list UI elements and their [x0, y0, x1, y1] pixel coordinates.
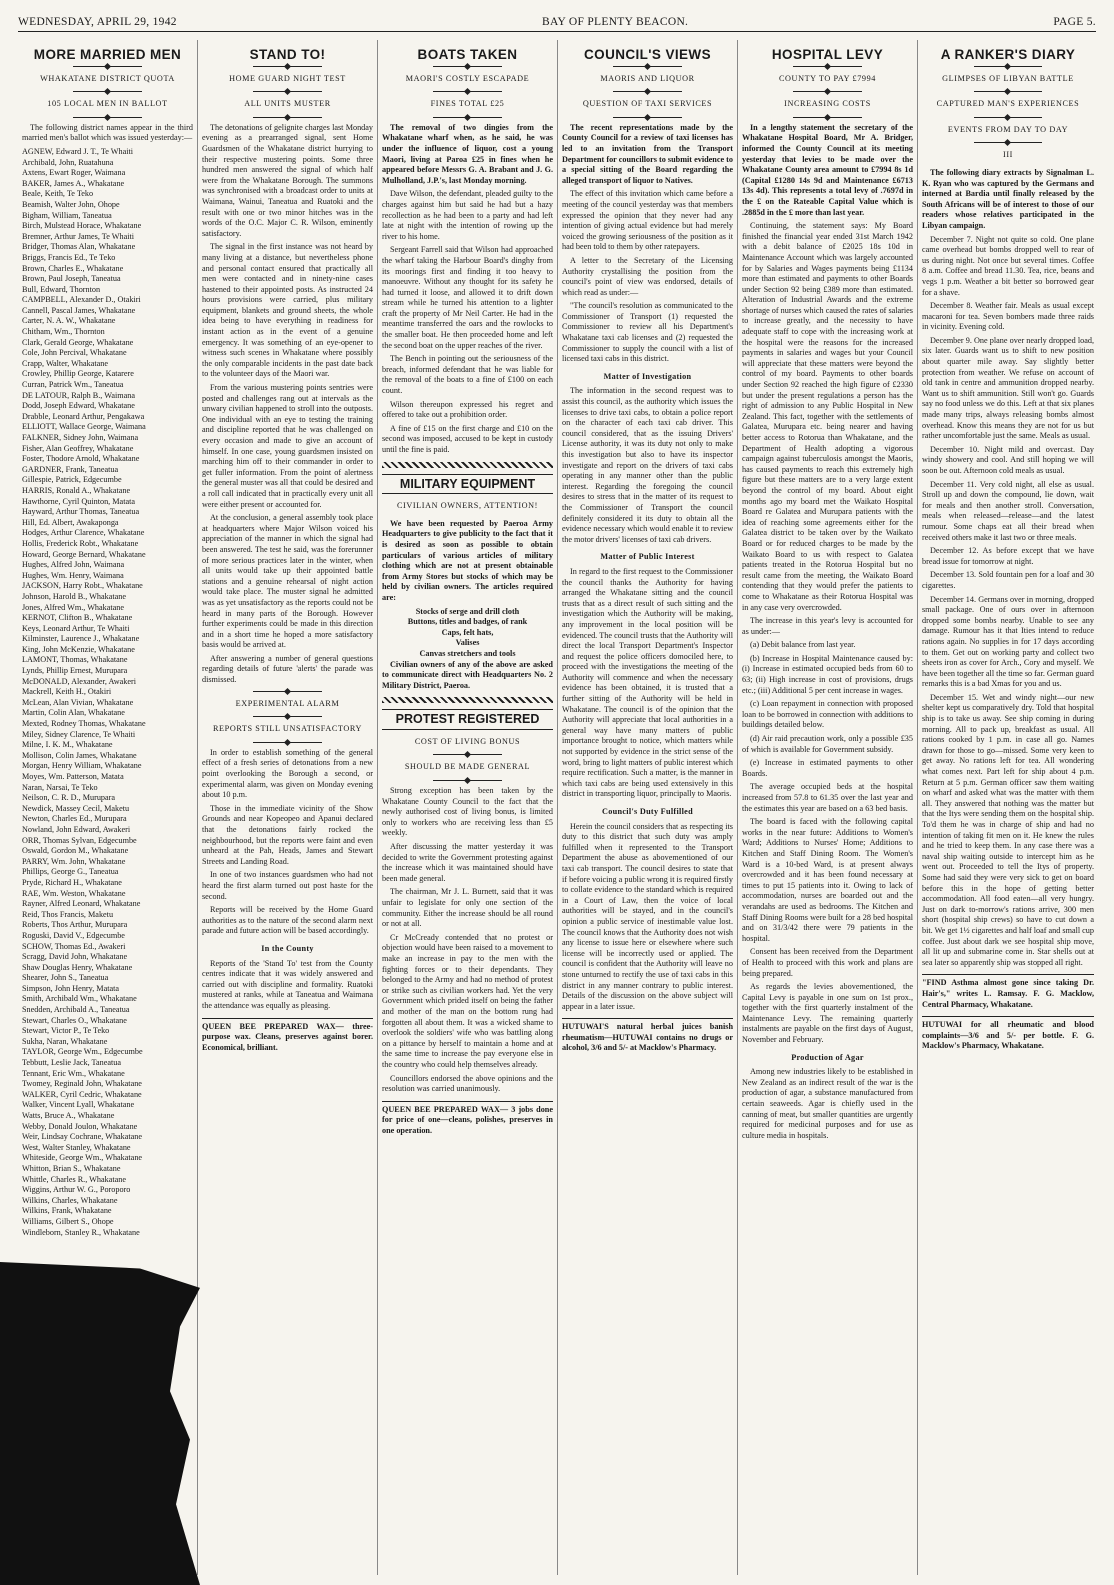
ballot-name: Oswald, Gordon M., Whakatane: [22, 846, 129, 856]
subhead: 105 LOCAL MEN IN BALLOT: [47, 99, 168, 109]
ballot-name: BAKER, James A., Whakatane: [22, 178, 125, 188]
page-number: PAGE 5.: [1053, 16, 1096, 28]
ballot-name: Foster, Thodore Arnold, Whakatane: [22, 454, 140, 464]
divider: [613, 66, 681, 67]
paragraph: A letter to the Secretary of the Licensing Authority crystallising the position from the council's point of view was endorsed, details of which read as under:—: [562, 255, 733, 297]
ballot-name: DE LATOUR, Ralph B., Waimana: [22, 390, 135, 400]
ballot-name: Williams, Gilbert S., Ohope: [22, 1216, 114, 1226]
lede-paragraph: The removal of two dingies from the Whakatane wharf when, as he said, he was under the influence of liquor, cost a young Maori, living at Paroa £25 in fines when he appeared before Messrs G. A. Brabant and J. G. Mulholland, J.P.'s, last Monday morning.: [382, 122, 553, 185]
paragraph: After answering a number of general questions regarding details of future 'alerts' the parade was dismissed.: [202, 653, 373, 685]
subhead: HOME GUARD NIGHT TEST: [229, 73, 346, 83]
divider: [433, 754, 501, 755]
divider: [253, 742, 321, 743]
subhead: REPORTS STILL UNSATISFACTORY: [213, 724, 362, 734]
ballot-name: McDONALD, Alexander, Awakeri: [22, 676, 136, 686]
paragraph: Strong exception has been taken by the Whakatane County Council to the fact that the newly authorised cost of living bonus, is limited only to workers who are receiving less than £5 weekly.: [382, 786, 553, 838]
ornamental-divider: [382, 462, 553, 468]
ballot-name: Tennant, Eric Wm., Whakatane: [22, 1068, 125, 1078]
divider: [253, 716, 321, 717]
ballot-name: Moyes, Wm. Patterson, Matata: [22, 772, 124, 781]
paragraph: (b) Increase in Hospital Maintenance caused by: (i) Increase in estimated occupied beds from 60 to 63; (ii) High increase in cost of provisions, drugs etc.; (iii) Additional 5 per cent increase in wages.: [742, 653, 913, 695]
diary-entry: December 12. As before except that we have bread issue for tomorrow at night.: [922, 546, 1094, 566]
ballot-name: JACKSON, Harry Robt., Whakatane: [22, 581, 143, 591]
ballot-name: Hughes, Wm. Henry, Waimana: [22, 570, 124, 580]
diary-entry: December 11. Very cold night, all else as usual. Stroll up and down the compound, lie down, wait for meals and then another stroll. Conversation, meals when released—release—and the latest rumour. Some chaps eat all their bread when received others make it last two or three meals.: [922, 479, 1094, 542]
section-title: Matter of Public Interest: [600, 552, 695, 562]
ballot-name: ELLIOTT, Wallace George, Waimana: [22, 422, 146, 432]
subhead: SHOULD BE MADE GENERAL: [404, 762, 531, 772]
subhead: COST OF LIVING BONUS: [414, 736, 521, 746]
ballot-name: Hughes, Alfred John, Waimana: [22, 560, 125, 570]
part-number: III: [1003, 150, 1013, 160]
ballot-name: Carter, N. A. W., Whakatane: [22, 316, 116, 326]
ballot-name: Newton, Charles Ed., Murupara: [22, 814, 127, 824]
ballot-name: West, Walter Stanley, Whakatane: [22, 1142, 131, 1152]
required-items-list: [382, 607, 553, 660]
paragraph: (e) Increase in estimated payments to other Boards.: [742, 758, 913, 778]
ballot-name: Lynds, Phillip Ernest, Murupara: [22, 666, 128, 676]
paragraph: Sergeant Farrell said that Wilson had approached the wharf taking the Harbour Board's dinghy from its moorings first and finding it too heavy to manoeuvre. Without any thought for its safety he had turned it loose, and allowed it to drift down stream while he turned his attention to a lighter craft the property of Mr Neil Carter. He had in the meantime transferred the oars and the rowlocks to the smaller boat. He then proceeded home and left the second boat on the upper reaches of the river.: [382, 245, 553, 350]
ballot-name: Cannell, Pascal James, Whakatane: [22, 305, 136, 315]
ballot-name: Wilkins, Charles, Whakatane: [22, 1195, 118, 1205]
ballot-name: Roberts, Thos Arthur, Murupara: [22, 920, 128, 930]
paper-name: BAY OF PLENTY BEACON.: [542, 16, 689, 28]
divider: [73, 66, 141, 67]
ballot-name: Webby, Donald Joulon, Whakatane: [22, 1121, 138, 1131]
ballot-name: Hawthorne, Cyril Quinton, Matata: [22, 496, 136, 506]
lede-paragraph: The following diary extracts by Signalman L. K. Ryan who was captured by the Germans and interned at Bardia until finally released by the South Africans will be of interest to those of our readers whose relatives participated in the Libyan campaign.: [922, 167, 1094, 230]
ballot-name: Whiteside, George Wm., Whakatane: [22, 1153, 143, 1163]
list-item: Canvas stretchers and tools: [419, 648, 516, 658]
ballot-name: Brown, Charles E., Whakatane: [22, 263, 124, 273]
column-rankers-diary: [918, 40, 1098, 1575]
subhead: QUESTION OF TAXI SERVICES: [582, 99, 713, 109]
advertisement: QUEEN BEE PREPARED WAX— 3 jobs done for price of one—cleans, polishes, preserves in one operation.: [382, 1101, 553, 1137]
columns: [18, 40, 1100, 1575]
ballot-name: Birch, Mulstead Horace, Whakatane: [22, 221, 142, 231]
ballot-name: TAYLOR, George Wm., Edgecumbe: [22, 1047, 143, 1057]
ballot-name: Archibald, John, Ruatahuna: [22, 157, 114, 167]
ballot-name: Brown, Paul Joseph, Taneatua: [22, 274, 121, 284]
ballot-name: Tebbutt, Leslie Jack, Taneatua: [22, 1058, 121, 1068]
ballot-name: Keys, Leonard Arthur, Te Whaiti: [22, 623, 130, 633]
headline-stand-to: STAND TO!: [249, 47, 326, 62]
headline-married-men: MORE MARRIED MEN: [33, 47, 182, 62]
ballot-name: WALKER, Cyril Cedric, Whakatane: [22, 1089, 142, 1099]
divider: [974, 142, 1043, 143]
ballot-name: Sukha, Naran, Whakatane: [22, 1036, 108, 1046]
divider: [253, 91, 321, 92]
ballot-names-list: [22, 147, 193, 1238]
intro-paragraph: The following district names appear in the third married men's ballot which was issued yesterday:—: [22, 122, 193, 143]
divider: [793, 66, 861, 67]
paragraph: Those in the immediate vicinity of the Show Grounds and near Kopeopeo and Apanui declared that the detonations fairly rocked the neighbourhood, but the reports were faint and even unheard at the Pah, Heads, James and Stewart Streets and Landing Road.: [202, 803, 373, 866]
ballot-name: Twomey, Reginald John, Whakatane: [22, 1079, 142, 1089]
paragraph: The detonations of gelignite charges last Monday evening as a prearranged signal, sent Home Guardsmen of the Whakatane district hurrying to their respective mustering points. Some three hundred men answered the signal of which half were from the Whakatane Borough. The summons was synchronised with a broadcast order to units at Waimana, Wainui, Taneatua and Ruatoki and the result with one or two minor hitches was in the words of the O.C. Major C. R. Wilson, eminently satisfactory.: [202, 122, 373, 238]
lede-paragraph: In a lengthy statement the secretary of the Whakatane Hospital Board, Mr A. Bridger, informed the County Council at its meeting yesterday that levies to be made over the Whakatane County area amount to £7994 8s 1d (Capital £1280 14s 9d and Maintenance £6713 13s 4d). This represents a total levy of .7697d in the £ on the Rateable Capital Value which is .2885d in the £ more than last year.: [742, 122, 913, 217]
ballot-name: Walker, Vincent Lyall, Whakatane: [22, 1100, 135, 1110]
paragraph: The increase in this year's levy is accounted for as under:—: [742, 616, 913, 636]
ballot-name: Crowley, Phillip George, Katarere: [22, 369, 134, 379]
subhead: EVENTS FROM DAY TO DAY: [947, 124, 1069, 134]
headline-boats-taken: BOATS TAKEN: [417, 47, 518, 62]
ballot-name: Simpson, John Henry, Matata: [22, 983, 120, 993]
subhead: FINES TOTAL £25: [430, 99, 505, 109]
ballot-name: Nowland, John Edward, Awakeri: [22, 824, 131, 834]
paragraph: The Bench in pointing out the seriousness of the breach, informed defendant that he was liable for the removal of the boats to a fine of £100 on each count.: [382, 354, 553, 396]
paragraph: Dave Wilson, the defendant, pleaded guilty to the charges against him but said he had but a hazy recollection as he had been to a party and had left late at night with the intention of rowing up the river to his home.: [382, 189, 553, 241]
paragraph: From the various mustering points sentries were posted and challenges rang out at intervals as the unwary civilian happened to stroll into the outposts. One individual with an eye to testing the training and discipline reported that he was challenged on every occasion and made to give an account of himself. In one case, young guardsmen insisted on marching him off to their commander in order to get fuller information. From the point of alertness the general muster was all that could be desired and a roll call indicated that in practically every unit all were either present or accounted for.: [202, 383, 373, 509]
ballot-name: Curran, Patrick Wm., Taneatua: [22, 380, 124, 390]
ballot-name: Chitham, Wm., Thornton: [22, 327, 105, 337]
masthead: [18, 6, 1096, 32]
paragraph: Herein the council considers that as respecting its duty to this district that such duty was amply fulfilled when it represented to the Transport Department the abuse as abovementioned of our taxi cab transport. The council desires to state that if before voicing a public wrong it is required firstly to collate evidence to the standard which is required in a Court of Law, then the voice of local authorities will be stayed, and in the council's opinion a public service of inestimable value lost. The council knows that the Authority does not wish any license to issue here or elsewhere where such license will be incorrectly used or applied. The council is confident that the Authority will leave no stone unturned to rectify the use of taxi cabs in this district in any manner contrary to public interest. Details of the discussion on the above subject will appear in a later issue.: [562, 821, 733, 1011]
ballot-name: PARRY, Wm. John, Whakatane: [22, 856, 126, 866]
ballot-name: Windleborn, Stanley R., Whakatane: [22, 1227, 140, 1237]
section-title: Production of Agar: [791, 1052, 864, 1062]
ballot-name: Stewart, Victor P., Te Teko: [22, 1026, 110, 1036]
ballot-name: Beale, Keith, Te Teko: [22, 189, 94, 199]
ballot-name: Martin, Colin Alan, Whakatane: [22, 708, 125, 718]
subhead: CAPTURED MAN'S EXPERIENCES: [936, 99, 1080, 109]
paragraph: We have been requested by Paeroa Army Headquarters to give publicity to the fact that it is desired as soon as possible to obtain particulars of various articles of military clothing which are not at present obtainable from Army Stores but stocks of which may be held by civilian owners. The articles required are:: [382, 518, 553, 602]
ballot-name: Hill, Ed. Albert, Awakaponga: [22, 517, 119, 527]
headline-hospital-levy: HOSPITAL LEVY: [771, 47, 884, 62]
diary-entry: December 8. Weather fair. Meals as usual except macaroni for tea. Seven bombers made three raids in vicinity. Evening cold.: [922, 301, 1094, 332]
paragraph: The chairman, Mr J. L. Burnett, said that it was unfair to legislate for only one section of the community. Either the increase should be all round or not at all.: [382, 887, 553, 929]
subhead: GLIMPSES OF LIBYAN BATTLE: [942, 73, 1074, 83]
headline-military-equipment: MILITARY EQUIPMENT: [382, 474, 553, 495]
headline-protest-registered: PROTEST REGISTERED: [382, 709, 553, 730]
ballot-name: Shearer, John S., Taneatua: [22, 973, 109, 983]
headline-councils-views: COUNCIL'S VIEWS: [584, 47, 711, 62]
ballot-name: Howard, George Bernard, Whakatane: [22, 549, 146, 559]
torn-page-damage: [0, 1262, 200, 1585]
paragraph: In order to establish something of the general effect of a fresh series of detonations from a new point overlooking the Borough a second, or experimental alarm, was given on Monday evening about 10 p.m.: [202, 747, 373, 800]
ballot-name: Snedden, Archibald A., Taneatua: [22, 1005, 130, 1015]
ballot-name: Watts, Bruce A., Whakatane: [22, 1111, 115, 1120]
ballot-name: Bull, Edward, Thornton: [22, 284, 101, 294]
list-item: Buttons, titles and badges, of rank: [407, 617, 528, 627]
paragraph: Reports of the 'Stand To' test from the County centres indicate that it was widely answered and carried out with discipline and formality. Ruatoki mustered at ranks, while at Taneatua and Waimana the attendance was equally as pleasing.: [202, 958, 373, 1010]
divider: [974, 117, 1043, 118]
ballot-name: Reid, Thos Francis, Maketu: [22, 909, 114, 919]
paragraph: A fine of £15 on the first charge and £10 on the second was imposed, accused to be kept in custody until the fine is paid.: [382, 423, 553, 454]
paragraph: In regard to the first request to the Commissioner the council thanks the Authority for having arranged the Whakatane sitting and the council trusts that as a direct result of such sitting and the investigation which the Authority will be making, any improvement in the local position will be evidenced. The council trusts that the Authority will direct the local Transport Department's Inspector and request the police officers domociled here, to proceed with the investigations the meeting of the Authority will commence and when the necessary evidence has been obtained, it is trusted that a further sitting of the Authority will be held in Whakatane. The council is of the opinion that the Authority will appreciate that local authorities in a general way have many matters of public importance brought to notice, which matters while not supported by evidence in the strict sense of the word, bring to light matters of public interest which require rectification. Such a matter, is the manner in which taxi cabs are being used extensively in this district in transporting liquor, principally to Maoris.: [562, 566, 733, 799]
section-title: EXPERIMENTAL ALARM: [235, 698, 340, 708]
divider: [613, 91, 681, 92]
ballot-name: Fisher, Alan Geoffrey, Whakatane: [22, 443, 134, 453]
paragraph: Consent has been received from the Department of Health to proceed with this work and plans are being prepared.: [742, 947, 913, 978]
paragraph: The effect of this invitation which came before a meeting of the council yesterday was that members expressed the opinion that they never had any intention of giving actual evidence but had merely voiced the growing seriousness of the position as it had been told to them by other ratepayers.: [562, 189, 733, 252]
ballot-name: Briggs, Francis Ed., Te Teko: [22, 252, 116, 262]
paragraph: The signal in the first instance was not heard by many living at a distance, but nevertheless phone and personal contact ensured that practically all men were contacted and in ninety-nine cases hastened to their appointed posts. As instructed 24 hours provisions were carried, plus military equipment, blankets and ground sheets, the whole idea being to have everything in readiness for instant action as in the event of a genuine emergency. It was something of an eye-opener to witness such scenes in Whakatane where possibly the only comparable incidents in the past date back to the volunteer days of the Maori war.: [202, 242, 373, 379]
divider: [73, 117, 141, 118]
ballot-name: Axtens, Ewart Roger, Waimana: [22, 168, 126, 178]
paragraph: The average occupied beds at the hospital increased from 57.8 to 61.35 over the last year and the estimates this year are based on a 63 bed basis.: [742, 782, 913, 813]
ballot-name: Jones, Alfred Wm., Whakatane: [22, 602, 125, 612]
ballot-name: Gillespie, Patrick, Edgecumbe: [22, 475, 122, 485]
ballot-name: Beamish, Walter John, Ohope: [22, 199, 120, 209]
paragraph: Cr McCready contended that no protest or objection would have been raised to a movement to make an increase in pay to the men with the fighting forces or to their dependants. They belonged to the Army and had no method of protest or strike such as civilian workers had. Yet the very Government which prided itself on being the father and mother of the man on the bottom rung had forgotten all about them. It was a wicked shame to overlook the soldiers' wife who was battling along on a pittance by herself to maintain a home and at the same time to increase the pay everyone else in the country who could help themselves already.: [382, 932, 553, 1069]
ballot-name: Kilminster, Laurence J., Whakatane: [22, 634, 140, 644]
column-stand-to: [198, 40, 378, 1575]
issue-date: WEDNESDAY, APRIL 29, 1942: [18, 16, 177, 28]
paragraph: In one of two instances guardsmen who had not heard the first alarm turned out post haste for the second.: [202, 870, 373, 901]
ballot-name: AGNEW, Edward J. T., Te Whaiti: [22, 146, 134, 156]
ballot-name: Mexted, Rodney Thomas, Whakatane: [22, 719, 146, 729]
paragraph: Continuing, the statement says: My Board finished the financial year ended 31st March 1942 with a debit balance of £2025 18s 10d in Maintenance Account which was largely accounted for by Salaries and Wages payments being £1134 more than estimated and payments to other Boards under Section 92 being £389 more than estimated. Alteration of Industrial Awards and the extreme shortage of nurses which caused the rates of salaries to increase greatly, and the necessity to have adequate staff to cope with the increasing work at the hospital were the reasons for the increased payments in salaries and wages but your Council will appreciate that these matters were beyond the control of my board. Payments to other boards under Section 92 reached the high figure of £2330 but under the present regulations a person has the right of admission to any Public Hospital in New Zealand. This fact, together with the settlements of Galatea, Murupara etc. being nearer and having better access to Rotorua than Whakatane, and the Department of Health adopting a vigorous campaign against tuberculosis amongst the Maoris, has caused payments to reach this extremely high figure but these matters are to a very large extent beyond the control of my board. About eight months ago my board met the Waikato Hospital Board re Galatea and Murupara patients with the idea of reaching some agreements either for the Galatea district to be taken over by the Waikato Board or for reduced charges to be made by the Waikato Board to us with respect to Galatea patients treated in the Rotorua Hospital but no result came from the meeting, the Waikato Board contending that they would prefer the patients to come to Whakatane as their Rotorua Hospital was in any case very overcrowded.: [742, 221, 913, 612]
divider: [253, 117, 321, 118]
subhead: ALL UNITS MUSTER: [244, 99, 331, 109]
ballot-name: Bigham, William, Taneatua: [22, 210, 112, 220]
divider: [73, 91, 141, 92]
ballot-name: HARRIS, Ronald A., Whakatane: [22, 485, 131, 495]
ballot-name: LAMONT, Thomas, Whakatane: [22, 655, 128, 665]
subhead: INCREASING COSTS: [784, 99, 871, 109]
ballot-name: FALKNER, Sidney John, Waimana: [22, 433, 139, 442]
ballot-name: Neilson, C. R. D., Murupara: [22, 793, 116, 803]
paragraph: After discussing the matter yesterday it was decided to write the Government protesting against the increase which it was maintained should have been made general.: [382, 842, 553, 883]
advertisement: "FIND Asthma almost gone since taking Dr. Hair's," writes L. Ramsay. F. G. Macklow, Central Pharmacy, Whakatane.: [922, 974, 1094, 1010]
ballot-name: Morgan, Henry William, Whakatane: [22, 761, 142, 771]
ballot-name: Phillips, George G., Taneatua: [22, 867, 119, 877]
list-item: Caps, felt hats,: [441, 627, 494, 637]
divider: [433, 117, 501, 118]
ballot-name: Milne, I. K. M., Whakatane: [22, 740, 113, 750]
ballot-name: Roguski, David V., Edgecumbe: [22, 930, 125, 940]
ballot-name: Stewart, Charles O., Whakatane: [22, 1015, 127, 1025]
subhead: COUNTY TO PAY £7994: [778, 73, 876, 83]
section-title: Council's Duty Fulfilled: [602, 807, 693, 816]
subhead: MAORI'S COSTLY ESCAPADE: [405, 73, 530, 83]
diary-entry: December 13. Sold fountain pen for a loaf and 30 cigarettes.: [922, 570, 1094, 590]
section-title: In the County: [261, 943, 314, 953]
paragraph: Councillors endorsed the above opinions and the resolution was carried unanimously.: [382, 1073, 553, 1094]
headline-rankers-diary: A RANKER'S DIARY: [940, 47, 1076, 62]
ballot-name: Wilkins, Frank, Whakatane: [22, 1206, 112, 1216]
paragraph: Reports will be received by the Home Guard authorities as to the nature of the second alarm next parade and future action will be based accordingly.: [202, 905, 373, 936]
ballot-name: Bremner, Arthur James, Te Whaiti: [22, 231, 135, 241]
diary-entry: December 15. Wet and windy night—our new shelter kept us comparatively dry. Told that hospital ship is to take us away. See ship coming in during morning. All to pack up, breakfast as usual. All rations cooked by 1 p.m. in case all go. Names drawn for those to go—missed. Some very keen to get away. No rations left for tea. All wondering what comes next. Part left for ship about 4 p.m. Return at 5 p.m. German officer saw them waiting on wharf and asked what was the matter with them all. They answered that nothing was the matter but that the Itys were sending them on the hospital ship. To'd them he was in charge of ship and had no intention of taking fit men on it. He knew the rules and he tried to keep them. In any case there was a naval ship waiting outside to intercept him as he went out. Proceeded to tell the Itys of property. Some had said they were very sick to get on board before this in the hope of getting better accommodation. All food eaten—all very hungry. Just on dark to-morrow's rations arrive, 300 men short (hospital ship crews) so have to cut down a bit. We get 1½ cigarettes and half loaf and small cup coffee. Just about dark we see hospital ship move, all lit up and submarine come in. Star shells out at sea later so apparently ship was stopped all right.: [922, 692, 1094, 967]
divider: [793, 91, 861, 92]
ballot-name: Hayward, Arthur Thomas, Taneatua: [22, 507, 140, 517]
ballot-name: Rayner, Alfred Leonard, Whakatane: [22, 899, 141, 909]
divider: [433, 780, 501, 781]
divider: [793, 117, 861, 118]
ballot-name: Dodd, Joseph Edward, Whakatane: [22, 401, 135, 411]
ballot-name: Scragg, David John, Whakatane: [22, 952, 128, 962]
diary-entry: December 9. One plane over nearly dropped load, six later. Guards want us to shift to new position about quarter mile away. Say slightly better protection from weather. We refuse on account of old tank in centre and ammunition dropped nearby. Want us to shift ammunition. Still won't go. Guards say no food unless we do this. Left at that six planes made many trips, always releasing bombs almost overhead. Know this means they are not for us but rather uncomfortable just the same. Meals as usual.: [922, 335, 1094, 441]
advertisement: HUTUWAI for all rheumatic and blood complaints—3/6 and 5/- per bottle. F. G. Macklow's Pharmacy, Whakatane.: [922, 1016, 1094, 1052]
divider: [433, 91, 501, 92]
lede-paragraph: The recent representations made by the County Council for a review of taxi licenses has led to an invitation from the Transport Department for councillors to submit evidence to a special sitting of the Board regarding the alleged transport of liquor to Natives.: [562, 122, 733, 185]
list-item: Valises: [455, 638, 480, 648]
paragraph: Wilson thereupon expressed his regret and offered to take out a prohibition order.: [382, 399, 553, 420]
subhead: CIVILIAN OWNERS, ATTENTION!: [396, 501, 539, 511]
divider: [253, 691, 321, 692]
ballot-name: Drabble, Leonard Arthur, Pengakawa: [22, 411, 145, 421]
ballot-name: CAMPBELL, Alexander D., Otakiri: [22, 295, 141, 305]
advertisement: HUTUWAI'S natural herbal juices banish rheumatism—HUTUWAI contains no drugs or alcohol, 3/6 and 5/- at Macklow's Pharmacy.: [562, 1018, 733, 1054]
diary-entry: December 14. Germans over in morning, dropped small package. One of ours over in afternoon dropped some bombs nearby. Unable to see any damage. Rumour has it that Ities intend to reduce rations again. No supplies in for 17 days according to them. Get out on working party and collect two sheets iron as cover for Arch., Cory and myself. We have been together all the time so far. German guard remarks this is a bad Xmas for you and us.: [922, 594, 1094, 689]
ballot-name: SCHOW, Thomas Ed., Awakeri: [22, 941, 126, 951]
ballot-name: Mackrell, Keith H., Otakiri: [22, 687, 112, 697]
paragraph: The board is faced with the following capital works in the near future: Additions to Women's Ward; Additions to Nurses' Home; Additions to Kitchen and Staff Dining Room. The Women's Ward is a 10-bed Ward, is at present always overcrowded and it has been found necessary at times to put 15 patients into it. Owing to lack of accommodation, nurses are boarded out and the verandahs are used as bedrooms. The Kitchen and Staff Dining Rooms were built for a 28 bed hospital and on 31/3/42 there were 79 patients in the hospital.: [742, 817, 913, 943]
ballot-name: Hodges, Arthur Clarence, Whakatane: [22, 528, 145, 538]
ballot-name: Shaw Douglas Henry, Whakatane: [22, 962, 133, 972]
paragraph: As regards the levies abovementioned, the Capital Levy is payable in one sum on 1st prox., together with the first quarterly instalment of the Maintenance Levy. The remaining quarterly instalments are payable on the first days of August, November and February.: [742, 982, 913, 1045]
ballot-name: Pryde, Richard H., Whakatane: [22, 877, 122, 887]
ballot-name: Crapp, Walter, Whakatane: [22, 358, 109, 368]
diary-entry: December 10. Night mild and overcast. Day windy showery and cool. And still hoping we will soon be out. Afternoon cold meals as usual.: [922, 444, 1094, 475]
ballot-name: Weir, Lindsay Cochrane, Whakatane: [22, 1132, 143, 1142]
section-title: Matter of Investigation: [603, 371, 692, 381]
divider: [974, 91, 1043, 92]
ballot-name: Mollison, Colin James, Whakatane: [22, 750, 137, 760]
advertisement: QUEEN BEE PREPARED WAX— three-purpose wax. Cleans, preserves against borer. Economical, brilliant.: [202, 1018, 373, 1054]
ballot-name: ORR, Thomas Sylvan, Edgecumbe: [22, 835, 137, 845]
column-boats-taken: [378, 40, 558, 1575]
ornamental-divider: [382, 697, 553, 703]
paragraph: Among new industries likely to be established in New Zealand as an indirect result of the war is the production of agar, a substance manufactured from certain seaweeds. Agar is chiefly used in the canning of meat, but smaller quantities are urgently required for medicinal purposes and for use as culture media in hospitals.: [742, 1067, 913, 1140]
ballot-name: Wiggins, Arthur W. G., Poroporo: [22, 1185, 131, 1195]
paragraph: Civilian owners of any of the above are asked to communicate direct with Headquarters No. 2 Military District, Paeroa.: [382, 659, 553, 690]
ballot-name: KERNOT, Clifton B., Whakatane: [22, 613, 133, 623]
divider: [613, 117, 681, 118]
diary-entry: December 7. Night not quite so cold. One plane came overhead but bombs dropped well to rear of us during night. Not once but several times. Coffee 8 a.m. Coffee and bread 11.30. Tea, rice, beans and vegs 1 p.m. Weather a bit better so borrowed gear for a shave.: [922, 234, 1094, 297]
ballot-name: Whitton, Brian S., Whakatane: [22, 1163, 121, 1173]
column-hospital-levy: [738, 40, 918, 1575]
ballot-name: Miley, Sidney Clarence, Te Whaiti: [22, 729, 136, 739]
divider: [253, 66, 321, 67]
paragraph: (c) Loan repayment in connection with proposed loan to be borrowed in connection with additions to buildings detailed below.: [742, 699, 913, 730]
ballot-name: Newdick, Massey Cecil, Maketu: [22, 803, 130, 813]
ballot-name: Whittle, Charles R., Whakatane: [22, 1174, 126, 1184]
ballot-name: Cole, John Percival, Whakatane: [22, 348, 127, 358]
divider: [974, 66, 1043, 67]
ballot-name: Hollis, Frederick Robt., Whakatane: [22, 538, 139, 548]
ballot-name: GARDNER, Frank, Taneatua: [22, 464, 119, 474]
paragraph: (d) Air raid precaution work, only a possible £35 of which is available for Government subsidy.: [742, 734, 913, 754]
paragraph: "The council's resolution as communicated to the Commissioner of Transport (1) requested the Commissioner to review all his Department's Whakatane taxi cab licenses and (2) requested the Commissioner to supply the council with a list of licensed taxi cabs in this district.: [562, 301, 733, 364]
ballot-name: Naran, Narsai, Te Teko: [22, 782, 98, 792]
ballot-name: McLean, Alan Vivian, Whakatane: [22, 697, 134, 707]
ballot-name: Bridger, Thomas Alan, Whakatane: [22, 242, 136, 252]
ballot-name: Smith, Archibald Wm., Whakatane: [22, 994, 137, 1004]
list-item: Stocks of serge and drill cloth: [415, 606, 520, 616]
subhead: WHAKATANE DISTRICT QUOTA: [40, 73, 175, 83]
paragraph: The information in the second request was to assist this council, as the authority which issues the licenses to drive taxi cabs, to obtain a police report on the character of each taxi cab driver. This council considered, that as the issuing Drivers' License authority, it was its duty not only to make this investigation but also to have its inspector investigate and report on the drivers of taxi cabs operating in any manner other than the public interest. Regarding the foregoing the council desires to stress that in the matter of its request to the Commissioner of Transport the council definitely considered it its duty to obtain all the evidence necessary which would enable it to review the motor drivers' licenses of taxi cab drivers.: [562, 386, 733, 544]
column-councils-views: [558, 40, 738, 1575]
subhead: MAORIS AND LIQUOR: [600, 73, 695, 83]
ballot-name: Johnson, Harold B., Whakatane: [22, 591, 126, 601]
ballot-name: King, John McKenzie, Whakatane: [22, 644, 135, 654]
ballot-name: Clark, Gerald George, Whakatane: [22, 337, 134, 347]
paragraph: (a) Debit balance from last year.: [750, 640, 856, 650]
divider: [433, 66, 501, 67]
ballot-name: RAE, Wm. Weston, Whakatane: [22, 888, 126, 898]
paragraph: At the conclusion, a general assembly took place at headquarters where Major Wilson voiced his appreciation of the manner in which the signal had been answered. The test he said, was the forerunner of more serious practices later in the winter, when all units would take up their appointed battle stations and a genuine rehearsal of night action would take place. The muster signal he admitted was as yet unsatisfactory as the reports could not be heard in many parts of the Borough. However further experiments could be made in this direction and in a short time he hoped a more satisfactory basis would be arrived at.: [202, 513, 373, 650]
